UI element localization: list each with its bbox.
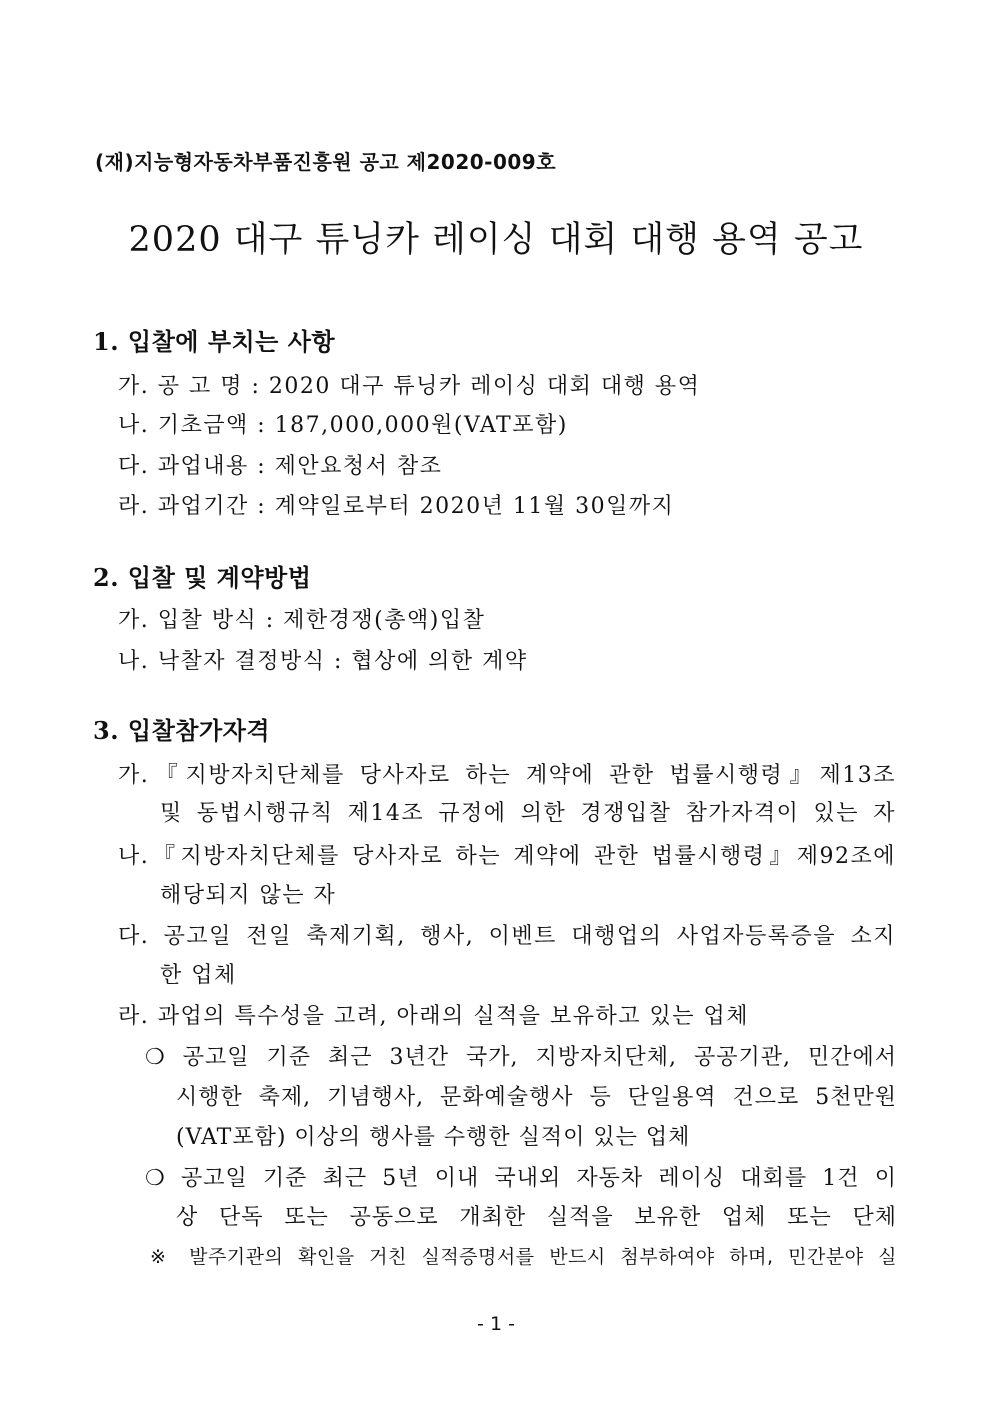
page-number: - 1 - [477,1313,515,1335]
section-heading-2: 2. 입찰 및 계약방법 [93,563,312,592]
bullet-circle-icon: ❍ [145,1045,166,1070]
section-3-item-da-line2: 한 업체 [160,963,237,988]
section-2-item-ga: 가. 입찰 방식 : 제한경쟁(총액)입찰 [118,608,486,633]
bullet-item-1-line2: 시행한 축제, 기념행사, 문화예술행사 등 단일용역 건으로 5천만원 [176,1085,897,1110]
bullet-item-2-line1: ❍ 공고일 기준 최근 5년 이내 국내외 자동차 레이싱 대회를 1건 이 [145,1166,897,1191]
page-title: 2020 대구 튜닝카 레이싱 대회 대행 용역 공고 [128,220,864,260]
section-3-item-ga-line2: 및 동법시행규칙 제14조 규정에 의한 경쟁입찰 참가자격이 있는 자 [160,801,896,826]
section-3-item-na-line2: 해당되지 않는 자 [160,883,337,908]
section-heading-1: 1. 입찰에 부치는 사항 [93,327,336,356]
note-text: ※ 발주기관의 확인을 거친 실적증명서를 반드시 첨부하여야 하며, 민간분야 실 [150,1246,897,1268]
section-3-item-na-line1: 나.『지방자치단체를 당사자로 하는 계약에 관한 법률시행령』제92조에 [118,844,896,869]
section-1-item-ga: 가. 공 고 명 : 2020 대구 튜닝카 레이싱 대회 대행 용역 [118,374,701,399]
section-2-item-na: 나. 낙찰자 결정방식 : 협상에 의한 계약 [118,649,528,674]
section-1-item-na: 나. 기초금액 : 187,000,000원(VAT포함) [118,413,568,438]
bullet-item-2-line2: 상 단독 또는 공동으로 개최한 실적을 보유한 업체 또는 단체 [176,1205,897,1230]
bullet-item-1-line3: (VAT포함) 이상의 행사를 수행한 실적이 있는 업체 [176,1125,691,1150]
section-1-item-ra: 라. 과업기간 : 계약일로부터 2020년 11월 30일까지 [118,494,675,519]
notice-number: (재)지능형자동차부품진흥원 공고 제2020-009호 [95,150,557,174]
bullet-item-1-line1: ❍ 공고일 기준 최근 3년간 국가, 지방자치단체, 공공기관, 민간에서 [145,1045,897,1070]
section-3-item-da-line1: 다. 공고일 전일 축제기획, 행사, 이벤트 대행업의 사업자등록증을 소지 [118,924,896,949]
bullet-circle-icon: ❍ [145,1166,166,1191]
section-3-item-ga-line1: 가.『지방자치단체를 당사자로 하는 계약에 관한 법률시행령』제13조 [118,763,896,788]
section-heading-3: 3. 입찰참가자격 [93,716,271,745]
section-3-item-ra: 라. 과업의 특수성을 고려, 아래의 실적을 보유하고 있는 업체 [118,1004,749,1029]
section-1-item-da: 다. 과업내용 : 제안요청서 참조 [118,454,443,479]
